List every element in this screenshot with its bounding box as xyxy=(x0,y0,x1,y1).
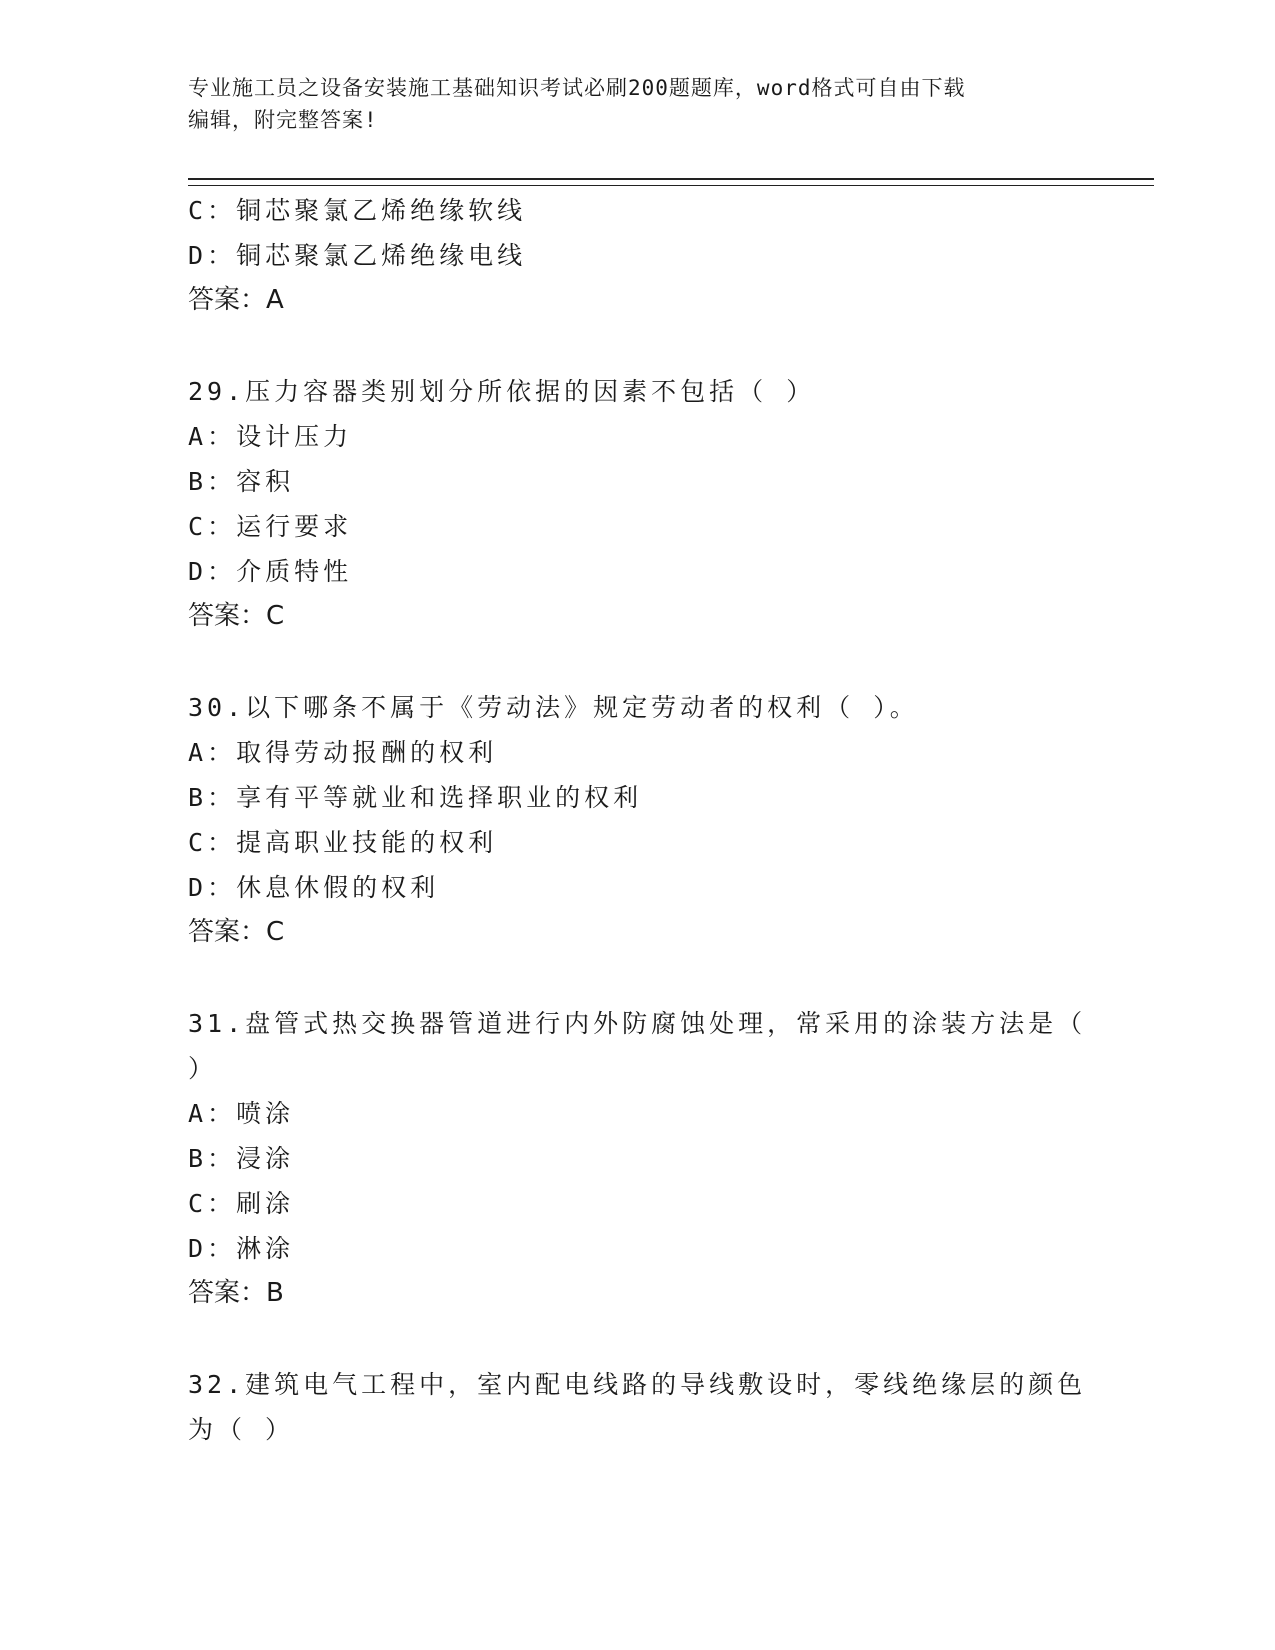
question-stem: 29.压力容器类别划分所依据的因素不包括（ ） xyxy=(188,377,816,406)
option-d xyxy=(188,549,1088,594)
option-text: 容积 xyxy=(236,467,295,496)
option-c xyxy=(188,188,1088,233)
spacer xyxy=(188,955,1088,1001)
option-b xyxy=(188,459,1088,504)
answer-line: 答案：A xyxy=(188,285,284,315)
question-32 xyxy=(188,1362,1088,1452)
option-text: 设计压力 xyxy=(236,422,353,451)
question-stem: 31.盘管式热交换器管道进行内外防腐蚀处理，常采用的涂装方法是（ xyxy=(188,1009,1087,1038)
option-d xyxy=(188,233,1088,278)
option-label: C： xyxy=(188,828,237,857)
header-line-2: 编辑，附完整答案! xyxy=(188,108,378,132)
spacer xyxy=(188,1316,1088,1362)
option-label: D： xyxy=(188,241,237,270)
question-stem: 32.建筑电气工程中，室内配电线路的导线敷设时，零线绝缘层的颜色 xyxy=(188,1370,1087,1399)
question-stem-continued: ） xyxy=(188,1054,218,1083)
option-text: 运行要求 xyxy=(236,512,353,541)
option-label: B： xyxy=(188,1144,237,1173)
spacer xyxy=(188,323,1088,369)
header-rule xyxy=(188,178,1154,186)
answer-line: 答案：C xyxy=(188,917,285,947)
option-text: 淋涂 xyxy=(236,1234,295,1263)
answer-line: 答案：C xyxy=(188,601,285,631)
option-c xyxy=(188,504,1088,549)
option-label: D： xyxy=(188,557,237,586)
option-label: B： xyxy=(188,783,237,812)
document-body xyxy=(188,188,1088,1452)
document-header xyxy=(188,72,1088,136)
option-label: C： xyxy=(188,1189,237,1218)
option-text: 休息休假的权利 xyxy=(236,873,440,902)
option-label: D： xyxy=(188,873,237,902)
header-line-1: 专业施工员之设备安装施工基础知识考试必刷200题题库，word格式可自由下载 xyxy=(188,76,966,100)
option-label: A： xyxy=(188,738,237,767)
question-31 xyxy=(188,1001,1088,1316)
option-text: 介质特性 xyxy=(236,557,353,586)
option-label: C： xyxy=(188,196,237,225)
option-b xyxy=(188,1136,1088,1181)
option-d xyxy=(188,865,1088,910)
spacer xyxy=(188,639,1088,685)
option-label: A： xyxy=(188,422,237,451)
option-a xyxy=(188,414,1088,459)
option-c xyxy=(188,1181,1088,1226)
prev-question-tail xyxy=(188,188,1088,323)
option-label: B： xyxy=(188,467,237,496)
option-text: 享有平等就业和选择职业的权利 xyxy=(236,783,643,812)
option-label: A： xyxy=(188,1099,237,1128)
question-stem-continued: 为（ ） xyxy=(188,1415,295,1444)
question-30 xyxy=(188,685,1088,955)
option-text: 刷涂 xyxy=(236,1189,295,1218)
answer-line: 答案：B xyxy=(188,1278,284,1308)
option-a xyxy=(188,730,1088,775)
option-text: 取得劳动报酬的权利 xyxy=(236,738,498,767)
option-b xyxy=(188,775,1088,820)
option-label: D： xyxy=(188,1234,237,1263)
option-text: 提高职业技能的权利 xyxy=(236,828,498,857)
option-d xyxy=(188,1226,1088,1271)
option-text: 铜芯聚氯乙烯绝缘软线 xyxy=(236,196,527,225)
option-a xyxy=(188,1091,1088,1136)
question-29 xyxy=(188,369,1088,639)
option-text: 浸涂 xyxy=(236,1144,295,1173)
option-text: 铜芯聚氯乙烯绝缘电线 xyxy=(236,241,527,270)
question-stem: 30.以下哪条不属于《劳动法》规定劳动者的权利（ ）。 xyxy=(188,693,919,722)
option-c xyxy=(188,820,1088,865)
option-text: 喷涂 xyxy=(236,1099,295,1128)
option-label: C： xyxy=(188,512,237,541)
